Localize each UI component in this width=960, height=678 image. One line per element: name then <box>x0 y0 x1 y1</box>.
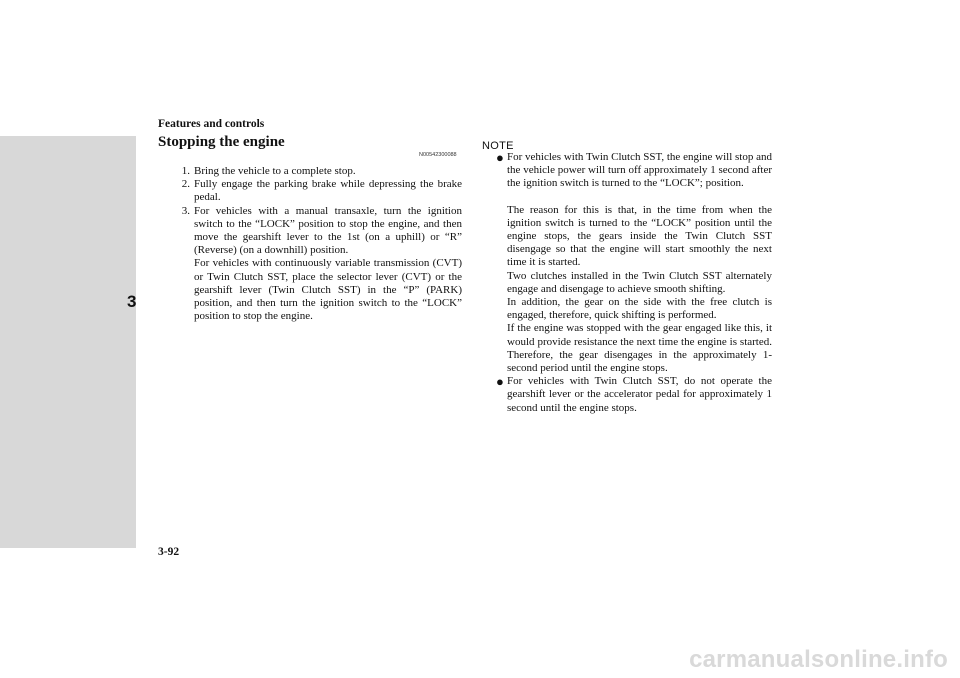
note-label: NOTE <box>482 140 514 152</box>
step-text: For vehicles with a manual transaxle, turn the ignition switch to the “LOCK” position to stop the engine, and then move the gearshift lever to the 1st (on a uphill) or “R” (Reverse) (on a downhill) position. <box>194 204 462 257</box>
page-number: 3-92 <box>158 546 180 558</box>
step-item <box>158 165 462 178</box>
note-text: The reason for this is that, in the time from when the ignition switch is turned to the “LOCK” position until the engine stops, the gears inside the Twin Clutch SST disengage so that the engine will start smoothly the next time it is started. <box>507 203 772 269</box>
section-title: Stopping the engine <box>158 134 285 150</box>
chapter-number: 3 <box>127 292 137 311</box>
step-text: For vehicles with continuously variable transmission (CVT) or Twin Clutch SST, place the selector lever (CVT) or the gearshift lever (Twin Clutch SST) in the “P” (PARK) position, and then turn the ignition switch to the “LOCK” position to stop the engine. <box>194 257 462 323</box>
note-text: If the engine was stopped with the gear engaged like this, it would provide resistance the next time the engine is started. Therefore, the gear disengages in the approximately 1-second period until the engine stops. <box>507 322 772 375</box>
chapter-tab <box>0 136 136 548</box>
note-text: In addition, the gear on the side with the free clutch is engaged, therefore, quick shifting is performed. <box>507 296 772 322</box>
step-item <box>158 178 462 204</box>
note-bullet <box>496 151 772 375</box>
watermark: carmanualsonline.info <box>689 646 948 673</box>
note-text: For vehicles with Twin Clutch SST, do not operate the gearshift lever or the accelerator pedal for approximately 1 second until the engine stops. <box>507 375 772 414</box>
step-number: 1. <box>181 165 190 177</box>
note-text: Two clutches installed in the Twin Clutch SST alternately engage and disengage to achieve smooth shifting. <box>507 269 772 295</box>
reference-code: N00542300088 <box>419 152 457 158</box>
procedure-steps <box>158 165 462 323</box>
step-text: Fully engage the parking brake while depressing the brake pedal. <box>194 178 462 204</box>
note-bullet <box>496 375 772 415</box>
step-item <box>158 205 462 324</box>
note-text: For vehicles with Twin Clutch SST, the engine will stop and the vehicle power will turn off approximately 1 second after the ignition switch is turned to the “LOCK”; position. <box>507 151 772 190</box>
running-header: Features and controls <box>158 118 265 130</box>
note-body <box>496 151 772 415</box>
step-text: Bring the vehicle to a complete stop. <box>194 165 356 177</box>
bullet-icon: ● <box>496 150 504 165</box>
step-number: 2. <box>181 178 190 191</box>
bullet-icon: ● <box>496 374 504 390</box>
step-number: 3. <box>181 204 190 217</box>
